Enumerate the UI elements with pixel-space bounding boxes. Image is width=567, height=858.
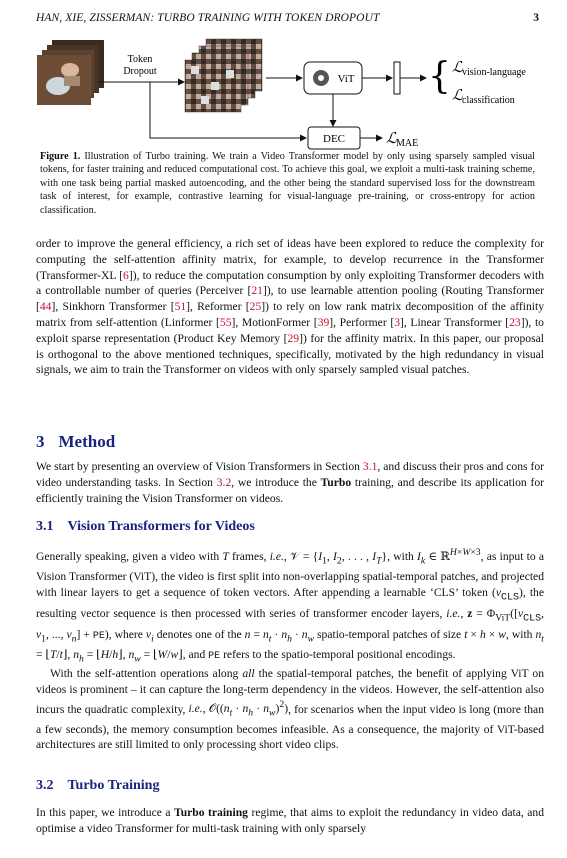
section-title: Method bbox=[58, 432, 116, 451]
math-z-eq: i.e., $z = \Phi_{ViT}([v_{CLS}$, $v_1$, ..., $v_n] + PE$) bbox=[36, 606, 545, 645]
para-text: refers to the spatio-temporal positional encodings. bbox=[220, 648, 456, 662]
loss-vl-symbol: ℒ bbox=[452, 58, 463, 76]
section-3-heading bbox=[36, 432, 115, 452]
para-text: , where bbox=[108, 627, 146, 641]
token-dropout-label-1: Token bbox=[127, 54, 153, 65]
running-header bbox=[36, 12, 539, 28]
math-complexity: i.e., $𝒪((n_t \cdot n_h \cdot n_w)^2)$ bbox=[188, 699, 289, 719]
section-number: 3 bbox=[36, 432, 45, 451]
figure-1-diagram bbox=[36, 34, 539, 156]
italic-term: all bbox=[242, 667, 255, 680]
citation-link[interactable]: 55 bbox=[219, 315, 232, 329]
citation-link[interactable]: 3 bbox=[394, 315, 400, 329]
caption-label: Figure 1. bbox=[40, 151, 81, 162]
section-3-2-paragraph bbox=[36, 805, 544, 837]
para-text: , with bbox=[387, 549, 418, 563]
para-text: ], MotionFormer [ bbox=[231, 315, 318, 329]
para-text: regime, that aims to exploit the redundancy in video data, and optimise a video Transformer for multi-task training with only sparsely bbox=[36, 806, 545, 835]
para-text: , for scenarios when the input video is long (more than a few seconds), the memory consumption becomes infeasible. As a consequence, the majority of ViT-based architectures are still limited to only processing short video clips. bbox=[36, 702, 544, 752]
citation-link[interactable]: 6 bbox=[123, 268, 129, 282]
citation-link[interactable]: 44 bbox=[39, 300, 52, 314]
math-T: T bbox=[222, 549, 229, 563]
math-patch-size: t × h × w bbox=[464, 627, 506, 641]
token-dropout-label-2: Dropout bbox=[123, 66, 157, 77]
section-title: Vision Transformers for Videos bbox=[67, 519, 255, 534]
section-3-1-paragraph-2 bbox=[36, 666, 544, 753]
para-text: , and discuss their pros and cons for video understanding tasks. In Section bbox=[36, 460, 544, 489]
figure-caption bbox=[40, 150, 535, 217]
para-text: training, and describe its application for efficiently training the Vision Transformer on videos. bbox=[36, 475, 544, 505]
section-3-1-paragraph-1: Generally speaking, given a video with T frames, i.e., 𝒱 = {$I_1$, $I_2$, . . . , $I_T$}, with $I_k$ ∈ ℝ$^{H\times W\times 3}$, as input to a Vision Transformer (ViT), the video is first split into non-overlapping spatial-temporal patches, and projected with linear layers to get a sequence of token vectors. After appending a learnable ‘CLS’ token $(v_{CLS})$, the resulting vector sequence is then processed with series of transformer encoder layers, i.e., $z = \Phi_{ViT}([v_{CLS}$, $v_1$, ..., $v_n] + PE$), where $v_i$ denotes one of the $n = n_t \cdot n_h \cdot n_w$ spatio-temporal patches of size t × h × w, with $n_t$ = ⌊T/t⌋, $n_h$ = ⌊H/h⌋, $n_w$ = ⌊W/w⌋, and PE refers to the spatio-temporal positional encodings. bbox=[36, 547, 545, 665]
section-link[interactable]: 3.1 bbox=[362, 460, 378, 473]
para-text: In this paper, we introduce a bbox=[36, 806, 175, 819]
citation-link[interactable]: 51 bbox=[174, 300, 187, 314]
sparse-token-frames bbox=[185, 39, 262, 112]
section-link[interactable]: 3.2 bbox=[216, 475, 232, 489]
para-text: ], Sinkhorn Transformer [ bbox=[51, 300, 175, 314]
math-n-eq: $n = n_t \cdot n_h \cdot n_w$ bbox=[244, 627, 315, 645]
para-text: denotes one of the bbox=[153, 627, 245, 641]
para-text: order to improve the general efficiency, a rich set of ideas have been explored to reduce the complexity for computing the self-attention affinity matrix, for example, to develop recurrence in the Transformer (Transformer-XL [ bbox=[36, 237, 544, 282]
page-number: 3 bbox=[533, 12, 539, 24]
section-number: 3.2 bbox=[36, 778, 54, 793]
math-pe: PE bbox=[208, 651, 221, 663]
loss-cls-subscript: classification bbox=[462, 95, 515, 106]
para-text: ], Linear Transformer [ bbox=[399, 315, 510, 329]
para-text: ], Performer [ bbox=[329, 315, 395, 329]
para-text: ]), to use learnable attention pooling (Routing Transformer [ bbox=[36, 284, 544, 314]
math-frame-dim: $I_k$ ∈ ℝ$^{H\times W\times 3}$ bbox=[417, 547, 481, 567]
math-video-def: i.e. bbox=[269, 549, 284, 563]
math-vcls: $v_{CLS}$ bbox=[495, 585, 519, 604]
embedding-bar bbox=[394, 62, 400, 94]
para-text: ]), to reduce the computation consumption by only exploiting Transformer decoders with a controllable number of queries (Perceiver [ bbox=[36, 268, 544, 298]
loss-vl-subscript: vision-language bbox=[462, 67, 526, 78]
para-text: frames, bbox=[228, 549, 270, 563]
vit-block bbox=[304, 62, 362, 94]
running-title: HAN, XIE, ZISSERMAN: TURBO TRAINING WITH TOKEN DROPOUT bbox=[36, 12, 380, 24]
math-video-set: 𝒱 = {$I_1$, $I_2$, . . . , $I_T$} bbox=[290, 549, 388, 567]
bold-term: Turbo bbox=[320, 475, 352, 489]
intro-paragraph bbox=[36, 236, 544, 378]
para-text: We start by presenting an overview of Vision Transformers in Section bbox=[36, 460, 363, 473]
citation-link[interactable]: 21 bbox=[251, 284, 263, 298]
para-text: ]) to rely on low rank matrix decomposition of the affinity matrix from self-attention (Linformer [ bbox=[36, 300, 545, 329]
citation-link[interactable]: 29 bbox=[287, 331, 300, 345]
para-text: , and bbox=[182, 648, 209, 662]
section-3-paragraph bbox=[36, 459, 544, 506]
section-number: 3.1 bbox=[36, 519, 54, 534]
vit-label: ViT bbox=[337, 73, 355, 85]
math-vi: $v_i$ bbox=[145, 627, 154, 645]
section-3-2-heading bbox=[36, 778, 159, 794]
section-3-1-heading bbox=[36, 519, 255, 535]
para-text: , with bbox=[505, 627, 536, 641]
bold-term: Turbo training bbox=[174, 806, 248, 819]
loss-brace: { bbox=[428, 56, 451, 97]
loss-mae-symbol: ℒ bbox=[386, 129, 397, 147]
math-n-defs: $n_t$ = ⌊T/t⌋, $n_h$ = ⌊H/h⌋, $n_w$ = ⌊W/w⌋ bbox=[36, 627, 544, 665]
input-video-frames bbox=[37, 40, 104, 105]
citation-link[interactable]: 25 bbox=[249, 300, 262, 314]
para-text: the spatial-temporal patches, the benefit of applying ViT on videos is prominent – it can capture the long-term dependency in the videos. However, the self-attention also incurs the quadratic complexity, bbox=[36, 667, 545, 716]
dec-label: DEC bbox=[323, 133, 345, 145]
para-text: , as input to a Vision Transformer (ViT), the video is first split into non-overlapping spatial-temporal patches, and projected with linear layers to get a sequence of token vectors. After appending a learnable ‘CLS’ token ( bbox=[36, 549, 545, 599]
para-text: ], Reformer [ bbox=[186, 300, 250, 314]
para-text: Generally speaking, given a video with bbox=[36, 549, 223, 563]
para-text: ]), to exploit sparse representation (Product Key Memory [ bbox=[36, 315, 544, 345]
para-text: ]) for the affinity matrix. In this paper, our proposal is orthogonal to the above mentioned techniques, specifically, motivated by the high redundancy in visual signals, we aim to train the Transformer on videos with only sparsely sampled visual patches. bbox=[36, 331, 544, 377]
loss-cls-symbol: ℒ bbox=[452, 86, 463, 104]
para-text: With the self-attention operations along bbox=[50, 667, 243, 680]
para-text: ), the resulting vector sequence is then processed with series of transformer encoder layers, bbox=[36, 585, 544, 620]
para-text: spatio-temporal patches of size bbox=[314, 627, 465, 641]
caption-text: Illustration of Turbo training. We train a Video Transformer model by only using sparsely sampled visual tokens, for faster training and reduced computational cost. To achieve this goal, we exploit a multi-task training scheme, with one task being partial masked autoencoding, and the other being the standard supervised loss for the downstream task of interest, for example, contrastive learning for visual-language pre-training, or cross-entropy for action classification. bbox=[40, 151, 535, 216]
citation-link[interactable]: 23 bbox=[509, 315, 521, 329]
citation-link[interactable]: 39 bbox=[317, 315, 330, 329]
section-title: Turbo Training bbox=[67, 778, 160, 793]
para-text: , we introduce the bbox=[231, 475, 321, 489]
loss-mae-subscript: MAE bbox=[396, 138, 419, 149]
